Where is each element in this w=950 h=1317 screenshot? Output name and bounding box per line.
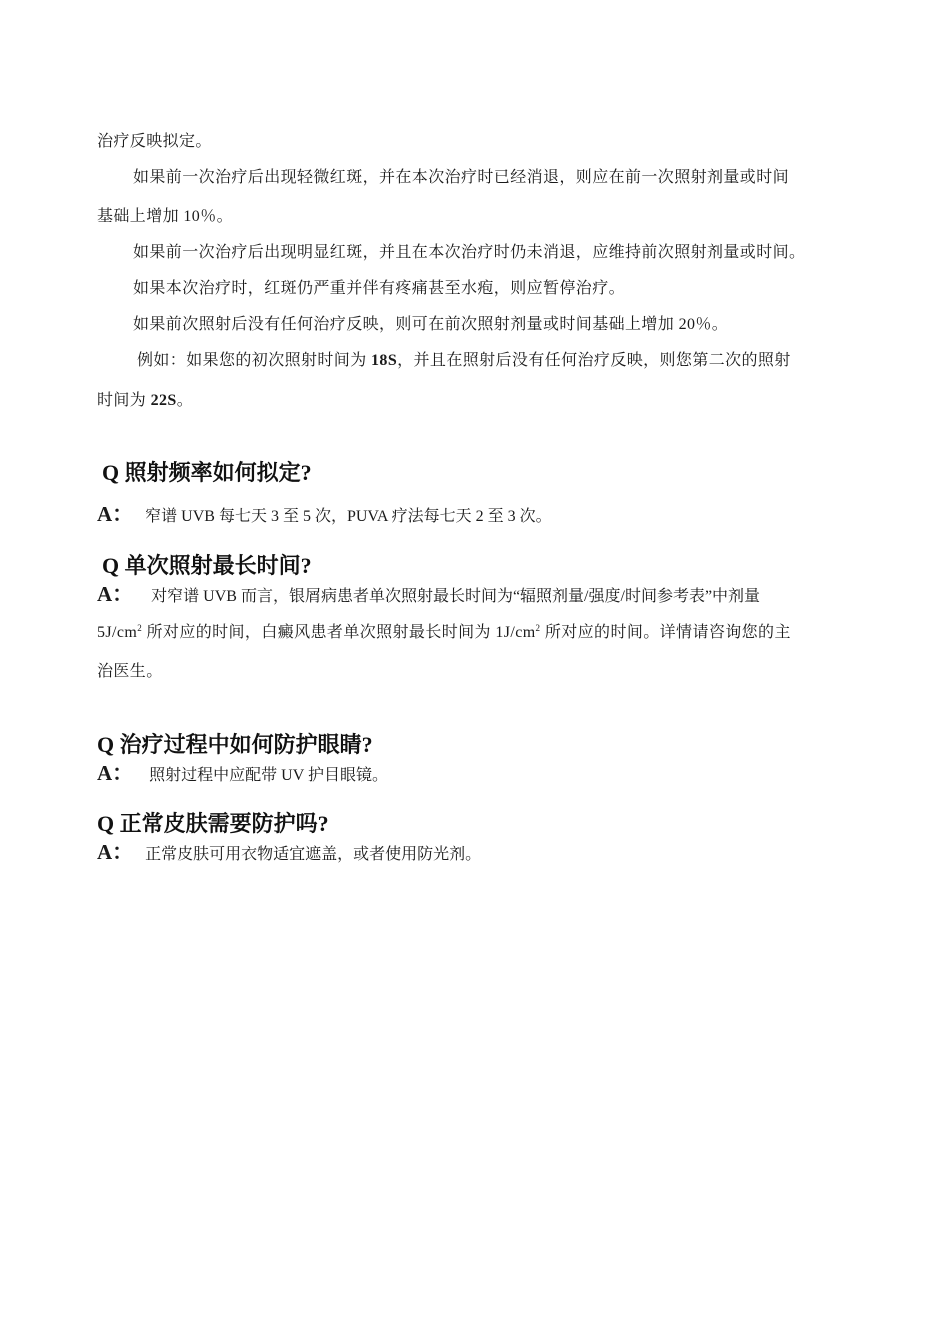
question-max-time: Q 单次照射最长时间? [102, 553, 312, 578]
dose-unit-superscript: 2 [137, 623, 143, 633]
paragraph-6-line-2 [97, 391, 193, 411]
paragraph-5: 如果前次照射后没有任何治疗反映，则可在前次照射剂量或时间基础上增加 20％。 [133, 316, 729, 333]
answer-skin-protection-text: 正常皮肤可用衣物适宜遮盖，或者使用防光剂。 [145, 846, 482, 863]
answer-mark: A： [97, 582, 134, 606]
paragraph-3: 如果前一次治疗后出现明显红斑，并且在本次治疗时仍未消退，应维持前次照射剂量或时间。 [133, 244, 806, 261]
paragraph-6-line-1 [137, 351, 791, 371]
question-skin-protection: Q 正常皮肤需要防护吗? [97, 811, 329, 836]
answer-max-time-text-2: 所对应的时间，白癜风患者单次照射最长时间为 1J/cm [142, 624, 536, 641]
answer-frequency [97, 504, 552, 527]
paragraph-2-line-1: 如果前一次治疗后出现轻微红斑，并在本次治疗时已经消退，则应在前一次照射剂量或时间 [133, 169, 790, 186]
answer-frequency-text: 窄谱 UVB 每七天 3 至 5 次，PUVA 疗法每七天 2 至 3 次。 [145, 508, 552, 525]
paragraph-2-line-2: 基础上增加 10％。 [97, 208, 234, 225]
example-text-e: 。 [176, 392, 194, 409]
answer-max-time-line-1 [97, 584, 760, 607]
answer-max-time-text-3: 所对应的时间。详情请咨询您的主 [540, 624, 791, 641]
example-text-a: 例如：如果您的初次照射时间为 [137, 352, 372, 369]
question-eye-protection: Q 治疗过程中如何防护眼睛? [97, 732, 373, 757]
answer-mark: A： [97, 502, 134, 526]
answer-eye-protection-text: 照射过程中应配带 UV 护目眼镜。 [149, 767, 388, 784]
dose-value-a: 5J/cm [97, 624, 138, 641]
answer-mark: A： [97, 761, 134, 785]
paragraph-4: 如果本次治疗时，红斑仍严重并伴有疼痛甚至水疱，则应暂停治疗。 [133, 280, 626, 297]
answer-mark: A： [97, 840, 134, 864]
example-text-c: ，并且在照射后没有任何治疗反映，则您第二次的照射 [397, 352, 791, 369]
example-second-time: 22S [150, 392, 177, 409]
example-initial-time: 18S [371, 352, 398, 369]
question-frequency: Q 照射频率如何拟定? [102, 460, 312, 485]
answer-eye-protection [97, 763, 388, 786]
answer-max-time-line-2 [97, 623, 791, 643]
answer-max-time-text-1: 对窄谱 UVB 而言，银屑病患者单次照射最长时间为“辐照剂量/强度/时间参考表”中剂量 [151, 588, 761, 605]
answer-skin-protection [97, 842, 481, 865]
answer-max-time-line-3: 治医生。 [97, 663, 163, 680]
paragraph-1: 治疗反映拟定。 [97, 133, 212, 150]
example-text-d: 时间为 [97, 392, 151, 409]
dose-unit-superscript-2: 2 [535, 623, 541, 633]
